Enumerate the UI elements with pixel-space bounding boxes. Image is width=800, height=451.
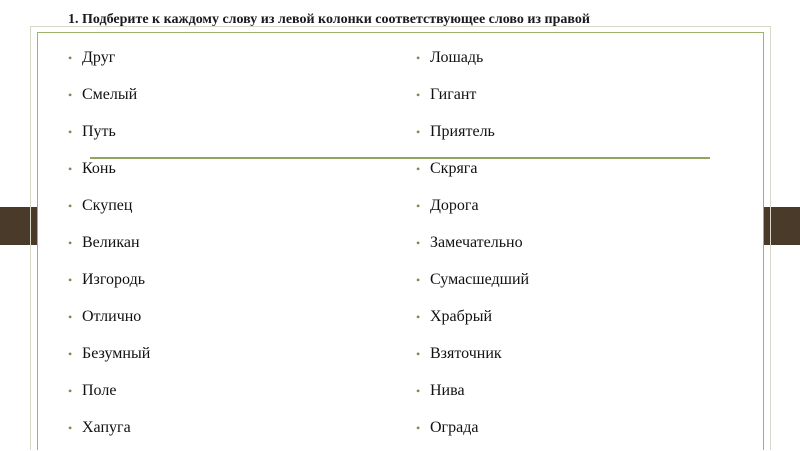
bullet-icon: • bbox=[416, 199, 421, 213]
word-text: Друг bbox=[82, 49, 116, 66]
left-word-item bbox=[68, 266, 150, 303]
right-word-item bbox=[416, 266, 529, 303]
bullet-icon: • bbox=[68, 236, 73, 250]
bullet-icon: • bbox=[416, 273, 421, 287]
right-word-column bbox=[416, 44, 529, 451]
left-word-column bbox=[68, 44, 150, 451]
word-text: Приятель bbox=[430, 123, 495, 140]
bullet-icon: • bbox=[68, 273, 73, 287]
left-word-item bbox=[68, 44, 150, 81]
word-text: Великан bbox=[82, 234, 140, 251]
bullet-icon: • bbox=[68, 125, 73, 139]
word-text: Изгородь bbox=[82, 271, 146, 288]
right-word-item bbox=[416, 192, 529, 229]
bullet-icon: • bbox=[68, 199, 73, 213]
word-text: Ограда bbox=[430, 419, 479, 436]
left-word-item bbox=[68, 118, 150, 155]
left-word-item bbox=[68, 81, 150, 118]
word-text: Лошадь bbox=[430, 49, 484, 66]
word-text: Путь bbox=[82, 123, 116, 140]
bullet-icon: • bbox=[416, 310, 421, 324]
bullet-icon: • bbox=[416, 384, 421, 398]
word-text: Сумасшедший bbox=[430, 271, 530, 288]
bullet-icon: • bbox=[416, 51, 421, 65]
left-word-item bbox=[68, 414, 150, 451]
left-word-item bbox=[68, 229, 150, 266]
word-text: Скряга bbox=[430, 160, 478, 177]
right-word-item bbox=[416, 340, 529, 377]
word-text: Замечательно bbox=[430, 234, 523, 251]
right-word-item bbox=[416, 377, 529, 414]
word-text: Скупец bbox=[82, 197, 133, 214]
right-word-item bbox=[416, 118, 529, 155]
bullet-icon: • bbox=[416, 347, 421, 361]
accent-divider-line bbox=[90, 157, 710, 159]
bullet-icon: • bbox=[416, 162, 421, 176]
bullet-icon: • bbox=[68, 51, 73, 65]
bullet-icon: • bbox=[416, 421, 421, 435]
bullet-icon: • bbox=[416, 125, 421, 139]
word-text: Поле bbox=[82, 382, 117, 399]
word-text: Храбрый bbox=[430, 308, 493, 325]
right-word-item bbox=[416, 303, 529, 340]
left-word-item bbox=[68, 192, 150, 229]
word-text: Взяточник bbox=[430, 345, 502, 362]
right-word-item bbox=[416, 155, 529, 192]
bullet-icon: • bbox=[68, 162, 73, 176]
word-text: Конь bbox=[82, 160, 116, 177]
word-text: Гигант bbox=[430, 86, 477, 103]
left-word-item bbox=[68, 340, 150, 377]
word-text: Хапуга bbox=[82, 419, 131, 436]
slide-title: 1. Подберите к каждому слову из левой колонки соответствующее слово из правой bbox=[68, 12, 590, 27]
word-text: Безумный bbox=[82, 345, 151, 362]
bullet-icon: • bbox=[416, 88, 421, 102]
bullet-icon: • bbox=[68, 384, 73, 398]
bullet-icon: • bbox=[416, 236, 421, 250]
word-text: Отлично bbox=[82, 308, 142, 325]
right-word-item bbox=[416, 81, 529, 118]
bullet-icon: • bbox=[68, 421, 73, 435]
word-text: Смелый bbox=[82, 86, 138, 103]
bullet-icon: • bbox=[68, 88, 73, 102]
right-word-item bbox=[416, 44, 529, 81]
word-text: Нива bbox=[430, 382, 465, 399]
bullet-icon: • bbox=[68, 347, 73, 361]
word-text: Дорога bbox=[430, 197, 479, 214]
right-word-item bbox=[416, 229, 529, 266]
left-word-item bbox=[68, 377, 150, 414]
bullet-icon: • bbox=[68, 310, 73, 324]
left-word-item bbox=[68, 303, 150, 340]
left-word-item bbox=[68, 155, 150, 192]
right-word-item bbox=[416, 414, 529, 451]
